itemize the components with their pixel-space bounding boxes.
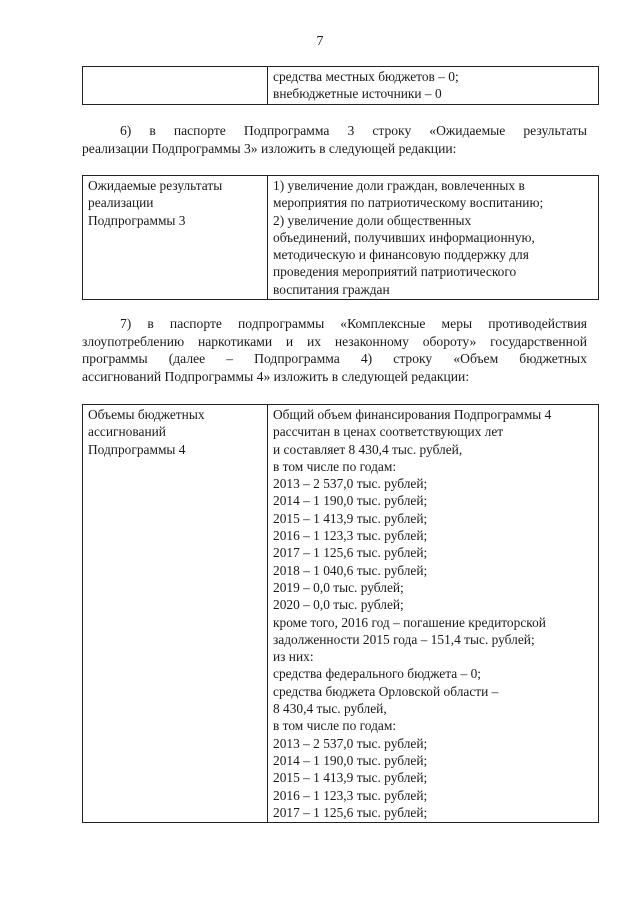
cell-line: мероприятия по патриотическому воспитанию; xyxy=(273,195,544,211)
cell-line: Подпрограммы 4 xyxy=(88,441,186,457)
table-cell-left xyxy=(83,405,268,823)
table-cell-left xyxy=(83,67,268,105)
cell-line: в том числе по годам: xyxy=(273,718,397,734)
paragraph-line: 7) в паспорте подпрограммы «Комплексные меры противодействия xyxy=(120,316,587,331)
cell-line: 2015 – 1 413,9 тыс. рублей; xyxy=(273,510,428,526)
cell-line: Объемы бюджетных xyxy=(88,407,205,422)
table-row xyxy=(83,67,599,105)
cell-line: 2) увеличение доли общественных xyxy=(273,212,472,228)
cell-line: Общий объем финансирования Подпрограммы 4 xyxy=(273,407,552,422)
table-row xyxy=(83,176,599,300)
cell-line: Ожидаемые результаты xyxy=(88,178,223,193)
cell-line: 1) увеличение доли граждан, вовлеченных в xyxy=(273,178,525,193)
cell-line: проведения мероприятий патриотического xyxy=(273,264,517,280)
page-number: 7 xyxy=(316,34,324,49)
cell-line: внебюджетные источники – 0 xyxy=(273,86,442,102)
cell-line: 8 430,4 тыс. рублей, xyxy=(273,701,387,717)
table-expected-results xyxy=(82,175,599,300)
paragraph-7 xyxy=(82,315,587,385)
cell-line: 2020 – 0,0 тыс. рублей; xyxy=(273,597,404,613)
cell-line: объединений, получивших информационную, xyxy=(273,229,535,245)
paragraph-6 xyxy=(82,122,587,157)
cell-line: ассигнований xyxy=(88,424,166,440)
cell-line: 2013 – 2 537,0 тыс. рублей; xyxy=(273,735,428,751)
cell-line: методическую и финансовую поддержку для xyxy=(273,247,529,263)
table-cell-left xyxy=(83,176,268,300)
cell-line: реализации xyxy=(88,195,154,211)
paragraph-line: ассигнований Подпрограммы 4» изложить в следующей редакции: xyxy=(82,368,470,384)
cell-line: 2019 – 0,0 тыс. рублей; xyxy=(273,579,404,595)
cell-line: рассчитан в ценах соответствующих лет xyxy=(273,424,504,440)
cell-line: 2014 – 1 190,0 тыс. рублей; xyxy=(273,752,428,768)
cell-line: 2016 – 1 123,3 тыс. рублей; xyxy=(273,528,428,544)
cell-line: 2017 – 1 125,6 тыс. рублей; xyxy=(273,804,428,820)
cell-line: средства бюджета Орловской области – xyxy=(273,683,499,699)
cell-line: средства федерального бюджета – 0; xyxy=(273,666,481,682)
cell-line: 2016 – 1 123,3 тыс. рублей; xyxy=(273,787,428,803)
cell-line: воспитания граждан xyxy=(273,281,390,297)
cell-line: средства местных бюджетов – 0; xyxy=(273,69,459,84)
paragraph-line: реализации Подпрограммы 3» изложить в следующей редакции: xyxy=(82,140,457,156)
cell-line: кроме того, 2016 год – погашение кредиторской xyxy=(273,614,546,630)
cell-line: и составляет 8 430,4 тыс. рублей, xyxy=(273,441,463,457)
table-continuation xyxy=(82,66,599,105)
cell-line: 2013 – 2 537,0 тыс. рублей; xyxy=(273,476,428,492)
cell-line: в том числе по годам: xyxy=(273,458,397,474)
table-budget-allocations xyxy=(82,404,599,823)
paragraph-line: злоупотреблению наркотиками и их незаконному обороту» государственной xyxy=(82,333,587,349)
paragraph-line: программы (далее – Подпрограмма 4) строку «Объем бюджетных xyxy=(82,351,587,366)
cell-line: Подпрограммы 3 xyxy=(88,212,186,228)
cell-line: задолженности 2015 года – 151,4 тыс. рублей; xyxy=(273,631,535,647)
paragraph-line: 6) в паспорте Подпрограмма 3 строку «Ожидаемые результаты xyxy=(120,123,587,138)
cell-line: 2017 – 1 125,6 тыс. рублей; xyxy=(273,545,428,561)
table-row xyxy=(83,405,599,823)
cell-line: 2018 – 1 040,6 тыс. рублей; xyxy=(273,562,428,578)
cell-line: 2015 – 1 413,9 тыс. рублей; xyxy=(273,770,428,786)
table-cell-right xyxy=(268,405,599,823)
cell-line: 2014 – 1 190,0 тыс. рублей; xyxy=(273,493,428,509)
table-cell-right xyxy=(268,176,599,300)
table-cell-right xyxy=(268,67,599,105)
cell-line: из них: xyxy=(273,649,314,665)
